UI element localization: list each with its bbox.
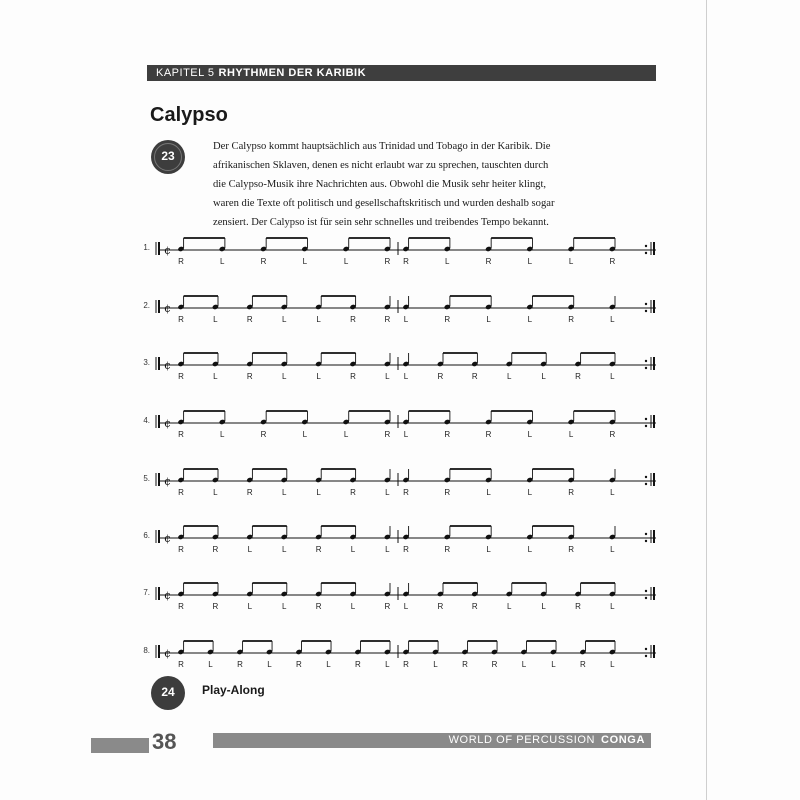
footer-bar-left bbox=[91, 738, 149, 753]
intro-line: zensiert. Der Calypso ist für sein sehr schnelles und treibendes Tempo bekannt. bbox=[213, 217, 549, 228]
sticking-letter: L bbox=[220, 430, 225, 439]
exercise-number: 6. bbox=[143, 531, 150, 540]
exercise-7 bbox=[136, 581, 660, 617]
cut-time-sign: ¢ bbox=[164, 417, 171, 429]
sticking-letter: R bbox=[403, 488, 409, 497]
sticking-letter: R bbox=[246, 372, 253, 381]
sticking-letter: L bbox=[610, 602, 615, 611]
sticking-letter: L bbox=[527, 545, 533, 554]
repeat-dot bbox=[645, 655, 647, 657]
sticking-letter: L bbox=[610, 315, 615, 324]
exercise-number: 7. bbox=[143, 588, 150, 597]
cut-time-sign: ¢ bbox=[164, 532, 171, 544]
cut-time-sign: ¢ bbox=[164, 475, 171, 487]
sticking-letter: R bbox=[609, 257, 616, 266]
exercise-number: 2. bbox=[143, 301, 150, 310]
series-title: WORLD OF PERCUSSION bbox=[448, 734, 596, 746]
sticking-letter: R bbox=[178, 545, 184, 554]
exercise-number: 8. bbox=[143, 646, 150, 655]
cd-track-icon bbox=[151, 676, 185, 710]
repeat-dot bbox=[645, 245, 647, 247]
sticking-letter: R bbox=[178, 315, 184, 324]
exercise-3 bbox=[136, 351, 660, 387]
sticking-letter: R bbox=[568, 315, 574, 324]
sticking-letter: L bbox=[541, 602, 546, 611]
sticking-letter: L bbox=[385, 545, 390, 554]
sticking-letter: L bbox=[343, 257, 349, 266]
sticking-letter: L bbox=[208, 660, 213, 669]
exercise-2 bbox=[136, 294, 660, 330]
sticking-letter: L bbox=[281, 372, 287, 381]
sticking-letter: L bbox=[486, 488, 491, 497]
sticking-letter: L bbox=[521, 660, 527, 669]
rhythm-staff bbox=[136, 581, 660, 601]
sticking-letter: L bbox=[403, 602, 409, 611]
sticking-letter: L bbox=[610, 488, 615, 497]
chapter-topic: RHYTHMEN DER KARIBIK bbox=[218, 67, 367, 79]
sticking-letter: L bbox=[527, 488, 533, 497]
rhythm-staff bbox=[136, 639, 660, 659]
footer-bar bbox=[213, 733, 651, 748]
exercise-number: 4. bbox=[143, 416, 150, 425]
sticking-letter: L bbox=[350, 545, 356, 554]
sticking-letter: R bbox=[212, 545, 219, 554]
sticking-letter: L bbox=[281, 545, 287, 554]
sticking-letter: R bbox=[444, 315, 451, 324]
exercise-1 bbox=[136, 236, 660, 272]
page-number: 38 bbox=[152, 729, 177, 754]
sticking-letter: L bbox=[506, 372, 512, 381]
sticking-letter: R bbox=[384, 315, 391, 324]
sticking-letter: L bbox=[281, 602, 287, 611]
page-edge bbox=[706, 0, 707, 800]
sticking-letter: R bbox=[315, 602, 322, 611]
repeat-dot bbox=[645, 476, 647, 478]
sticking-letter: L bbox=[281, 315, 287, 324]
sticking-letter: R bbox=[485, 430, 492, 439]
rhythm-staff bbox=[136, 236, 660, 256]
sticking-letter: R bbox=[260, 257, 267, 266]
sticking-letter: R bbox=[178, 488, 184, 497]
sticking-letter: R bbox=[444, 545, 451, 554]
exercise-number: 3. bbox=[143, 358, 150, 367]
sticking-letter: L bbox=[541, 372, 546, 381]
sticking-letter: L bbox=[486, 315, 491, 324]
sticking-letter: R bbox=[178, 372, 184, 381]
repeat-dot bbox=[645, 597, 647, 599]
sticking-letter: R bbox=[384, 257, 391, 266]
sticking-letter: L bbox=[247, 602, 253, 611]
sticking-letter: L bbox=[527, 257, 533, 266]
repeat-dot bbox=[645, 367, 647, 369]
sticking-letter: R bbox=[296, 660, 302, 669]
sticking-letter: L bbox=[385, 372, 390, 381]
exercise-number: 5. bbox=[143, 474, 150, 483]
sticking-letter: L bbox=[506, 602, 512, 611]
playalong-label: Play-Along bbox=[202, 683, 265, 697]
sticking-letter: L bbox=[610, 372, 615, 381]
sticking-letter: R bbox=[237, 660, 243, 669]
exercise-4 bbox=[136, 409, 660, 445]
sticking-letter: L bbox=[213, 372, 218, 381]
chapter-header bbox=[147, 65, 656, 81]
rhythm-staff bbox=[136, 294, 660, 314]
sticking-letter: L bbox=[220, 257, 225, 266]
sticking-letter: R bbox=[246, 315, 253, 324]
sticking-letter: R bbox=[437, 372, 444, 381]
sticking-letter: R bbox=[568, 488, 574, 497]
exercise-number: 1. bbox=[143, 243, 150, 252]
intro-line: waren die Texte oft politisch und gesellschaftskritisch und wurden deshalb sogar bbox=[213, 198, 555, 209]
sticking-letter: L bbox=[385, 488, 390, 497]
sticking-letter: R bbox=[444, 488, 451, 497]
repeat-dot bbox=[645, 648, 647, 650]
sticking-letter: R bbox=[444, 430, 451, 439]
exercise-6 bbox=[136, 524, 660, 560]
chapter-number: KAPITEL 5 bbox=[156, 67, 215, 79]
repeat-dot bbox=[645, 540, 647, 542]
sticking-letter: R bbox=[437, 602, 444, 611]
sticking-letter: L bbox=[213, 315, 218, 324]
sticking-letter: L bbox=[445, 257, 450, 266]
repeat-dot bbox=[645, 252, 647, 254]
cut-time-sign: ¢ bbox=[164, 244, 171, 256]
sticking-letter: L bbox=[350, 602, 356, 611]
sticking-letter: L bbox=[213, 488, 218, 497]
sticking-letter: R bbox=[350, 372, 356, 381]
sticking-letter: L bbox=[433, 660, 438, 669]
sticking-letter: R bbox=[568, 545, 574, 554]
sticking-letter: R bbox=[575, 602, 581, 611]
repeat-dot bbox=[645, 303, 647, 305]
sticking-letter: R bbox=[471, 372, 478, 381]
sticking-letter: R bbox=[178, 257, 184, 266]
sticking-letter: R bbox=[178, 660, 184, 669]
sticking-letter: R bbox=[403, 257, 409, 266]
sticking-letter: R bbox=[178, 602, 184, 611]
repeat-dot bbox=[645, 310, 647, 312]
sticking-letter: R bbox=[403, 545, 409, 554]
sticking-letter: R bbox=[491, 660, 498, 669]
sticking-letter: R bbox=[260, 430, 267, 439]
cut-time-sign: ¢ bbox=[164, 302, 171, 314]
book-title: CONGA bbox=[601, 734, 645, 746]
sticking-letter: L bbox=[568, 257, 574, 266]
sticking-letter: L bbox=[610, 545, 615, 554]
sticking-letter: R bbox=[178, 430, 184, 439]
sticking-letter: R bbox=[462, 660, 468, 669]
cut-time-sign: ¢ bbox=[164, 589, 171, 601]
sticking-letter: L bbox=[527, 315, 533, 324]
sticking-letter: R bbox=[471, 602, 478, 611]
sticking-letter: L bbox=[403, 315, 409, 324]
sticking-letter: R bbox=[403, 660, 409, 669]
sticking-letter: L bbox=[316, 315, 321, 324]
sticking-letter: R bbox=[350, 315, 356, 324]
rhythm-staff bbox=[136, 409, 660, 429]
sticking-letter: L bbox=[527, 430, 533, 439]
sticking-letter: R bbox=[212, 602, 219, 611]
exercise-8 bbox=[136, 639, 660, 675]
cd-track-number: 24 bbox=[161, 685, 175, 699]
sticking-letter: R bbox=[384, 602, 391, 611]
sticking-letter: R bbox=[246, 488, 253, 497]
sticking-letter: L bbox=[247, 545, 253, 554]
repeat-dot bbox=[645, 533, 647, 535]
exercise-5 bbox=[136, 467, 660, 503]
sticking-letter: R bbox=[609, 430, 616, 439]
sticking-letter: R bbox=[384, 430, 391, 439]
sticking-letter: L bbox=[385, 660, 390, 669]
sticking-letter: R bbox=[315, 545, 322, 554]
intro-line: Der Calypso kommt hauptsächlich aus Trinidad und Tobago in der Karibik. Die bbox=[213, 141, 551, 152]
sticking-letter: L bbox=[610, 660, 615, 669]
sticking-letter: L bbox=[302, 257, 308, 266]
sticking-letter: R bbox=[485, 257, 492, 266]
rhythm-staff bbox=[136, 467, 660, 487]
sticking-letter: R bbox=[575, 372, 581, 381]
repeat-dot bbox=[645, 360, 647, 362]
repeat-dot bbox=[645, 483, 647, 485]
sticking-letter: L bbox=[568, 430, 574, 439]
sticking-letter: L bbox=[326, 660, 331, 669]
sticking-letter: R bbox=[355, 660, 361, 669]
repeat-dot bbox=[645, 418, 647, 420]
rhythm-staff bbox=[136, 351, 660, 371]
intro-line: die Calypso-Musik ihre Nachrichten aus. Obwohl die Musik sehr heiter klingt, bbox=[213, 179, 547, 190]
rhythm-staff bbox=[136, 524, 660, 544]
cut-time-sign: ¢ bbox=[164, 359, 171, 371]
sticking-letter: L bbox=[302, 430, 308, 439]
intro-text bbox=[213, 137, 598, 232]
sticking-letter: L bbox=[316, 488, 321, 497]
sticking-letter: R bbox=[350, 488, 356, 497]
page-title: Calypso bbox=[150, 104, 228, 126]
intro-line: afrikanischen Sklaven, denen es nicht erlaubt war zu sprechen, tauschten durch bbox=[213, 160, 549, 171]
sticking-letter: L bbox=[316, 372, 321, 381]
sticking-letter: R bbox=[580, 660, 586, 669]
sticking-letter: L bbox=[551, 660, 556, 669]
repeat-dot bbox=[645, 425, 647, 427]
repeat-dot bbox=[645, 590, 647, 592]
cd-track-icon bbox=[151, 140, 185, 174]
sticking-letter: L bbox=[343, 430, 349, 439]
cut-time-sign: ¢ bbox=[164, 647, 171, 659]
sticking-letter: L bbox=[281, 488, 287, 497]
sticking-letter: L bbox=[403, 372, 409, 381]
sticking-letter: L bbox=[403, 430, 409, 439]
cd-track-number: 23 bbox=[161, 149, 175, 163]
sticking-letter: L bbox=[267, 660, 272, 669]
sticking-letter: L bbox=[486, 545, 491, 554]
